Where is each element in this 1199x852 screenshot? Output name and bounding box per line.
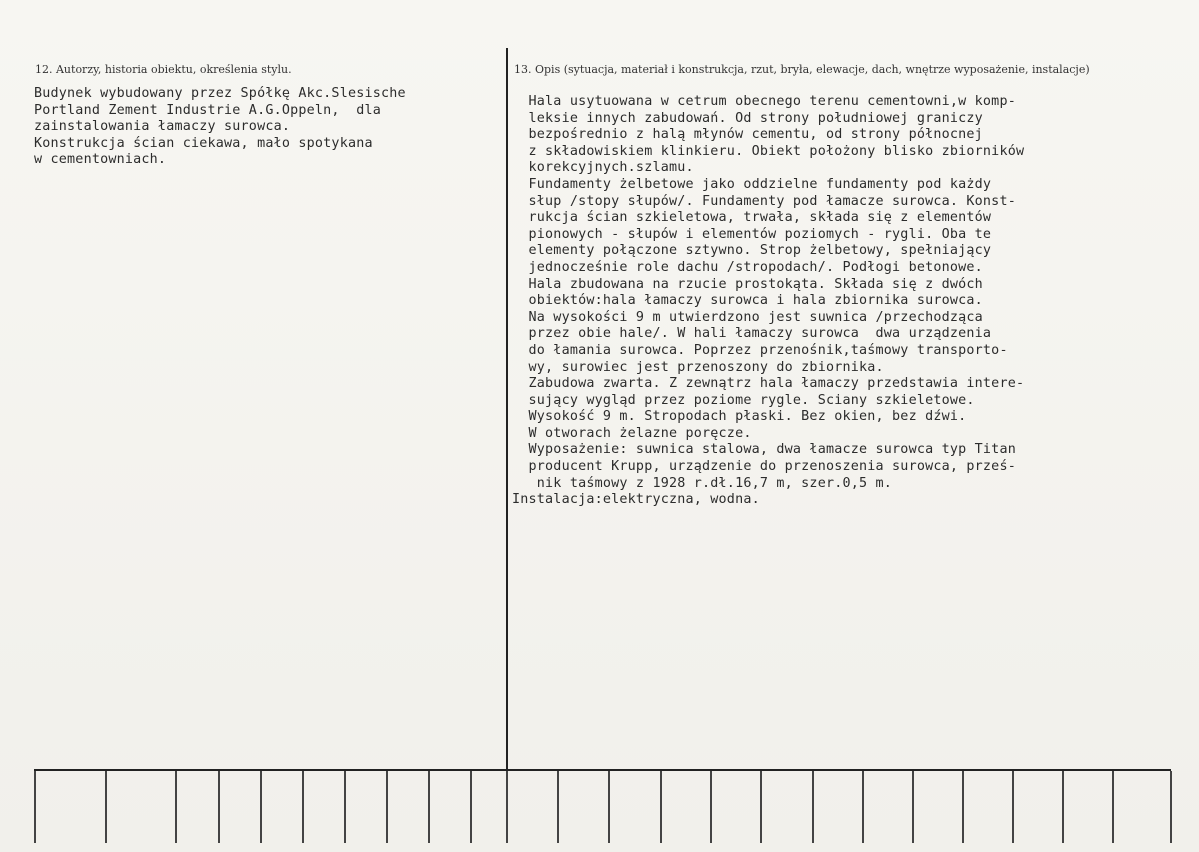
tick-mark bbox=[1012, 771, 1014, 843]
tick-mark bbox=[470, 771, 472, 843]
tick-mark bbox=[710, 771, 712, 843]
tick-mark bbox=[506, 771, 508, 843]
bottom-rule bbox=[34, 769, 1171, 771]
tick-mark bbox=[812, 771, 814, 843]
tick-mark bbox=[1170, 771, 1172, 843]
tick-mark bbox=[105, 771, 107, 843]
section-12-text: Budynek wybudowany przez Spółkę Akc.Slesische Portland Zement Industrie A.G.Oppeln, dla zainstalowania łamaczy surowca. Konstrukcja ścian ciekawa, mało spotykana w cementowniach. bbox=[34, 86, 406, 168]
section-13-text: Hala usytuowana w cetrum obecnego terenu cementowni,w komp- leksie innych zabudowań. Od strony południowej graniczy bezpośrednio z halą młynów cementu, od strony północnej z składowiskiem klinkieru. Obiekt położony blisko zbiorników korekcyjnych.szlamu. Fundamenty żelbetowe jako oddzielne fundamenty pod każdy słup /stopy słupów/. Fundamenty pod łamacze surowca. Konst- rukcja ścian szkieletowa, trwała, składa się z elementów pionowych - słupów i elementów poziomych - rygli. Oba te elementy połączone sztywno. Strop żelbetowy, spełniający jednocześnie role dachu /stropodach/. Podłogi betonowe. Hala zbudowana na rzucie prostokąta. Składa się z dwóch obiektów:hala łamaczy surowca i hala zbiornika surowca. Na wysokości 9 m utwierdzono jest suwnica /przechodząca przez obie hale/. W hali łamaczy surowca dwa urządzenia do łamania surowca. Poprzez przenośnik,taśmowy transporto- wy, surowiec jest przenoszony do zbiornika. Zabudowa zwarta. Z zewnątrz hala łamaczy przedstawia intere- sujący wygląd przez poziome rygle. Sciany szkieletowe. Wysokość 9 m. Stropodach płaski. Bez okien, bez dźwi. W otworach żelazne poręcze. Wyposażenie: suwnica stalowa, dwa łamacze surowca typ Titan producent Krupp, urządzenie do przenoszenia surowca, prześ- nik taśmowy z 1928 r.dł.16,7 m, szer.0,5 m. Instalacja:elektryczna, wodna. bbox=[512, 94, 1025, 508]
tick-mark bbox=[1112, 771, 1114, 843]
tick-mark bbox=[302, 771, 304, 843]
tick-mark bbox=[344, 771, 346, 843]
tick-mark bbox=[175, 771, 177, 843]
tick-mark bbox=[218, 771, 220, 843]
tick-mark bbox=[660, 771, 662, 843]
tick-mark bbox=[34, 771, 36, 843]
tick-mark bbox=[386, 771, 388, 843]
section-13-label: 13. Opis (sytuacja, materiał i konstrukcja, rzut, bryła, elewacje, dach, wnętrze wyposażenie, instalacje) bbox=[514, 63, 1090, 76]
tick-mark bbox=[260, 771, 262, 843]
column-divider bbox=[506, 48, 508, 770]
tick-mark bbox=[428, 771, 430, 843]
section-12-label: 12. Autorzy, historia obiektu, określenia stylu. bbox=[35, 63, 292, 76]
tick-mark bbox=[912, 771, 914, 843]
show-through-1 bbox=[60, 44, 64, 57]
tick-mark bbox=[1062, 771, 1064, 843]
tick-mark bbox=[862, 771, 864, 843]
tick-mark bbox=[557, 771, 559, 843]
tick-mark bbox=[608, 771, 610, 843]
tick-mark bbox=[760, 771, 762, 843]
tick-mark bbox=[962, 771, 964, 843]
